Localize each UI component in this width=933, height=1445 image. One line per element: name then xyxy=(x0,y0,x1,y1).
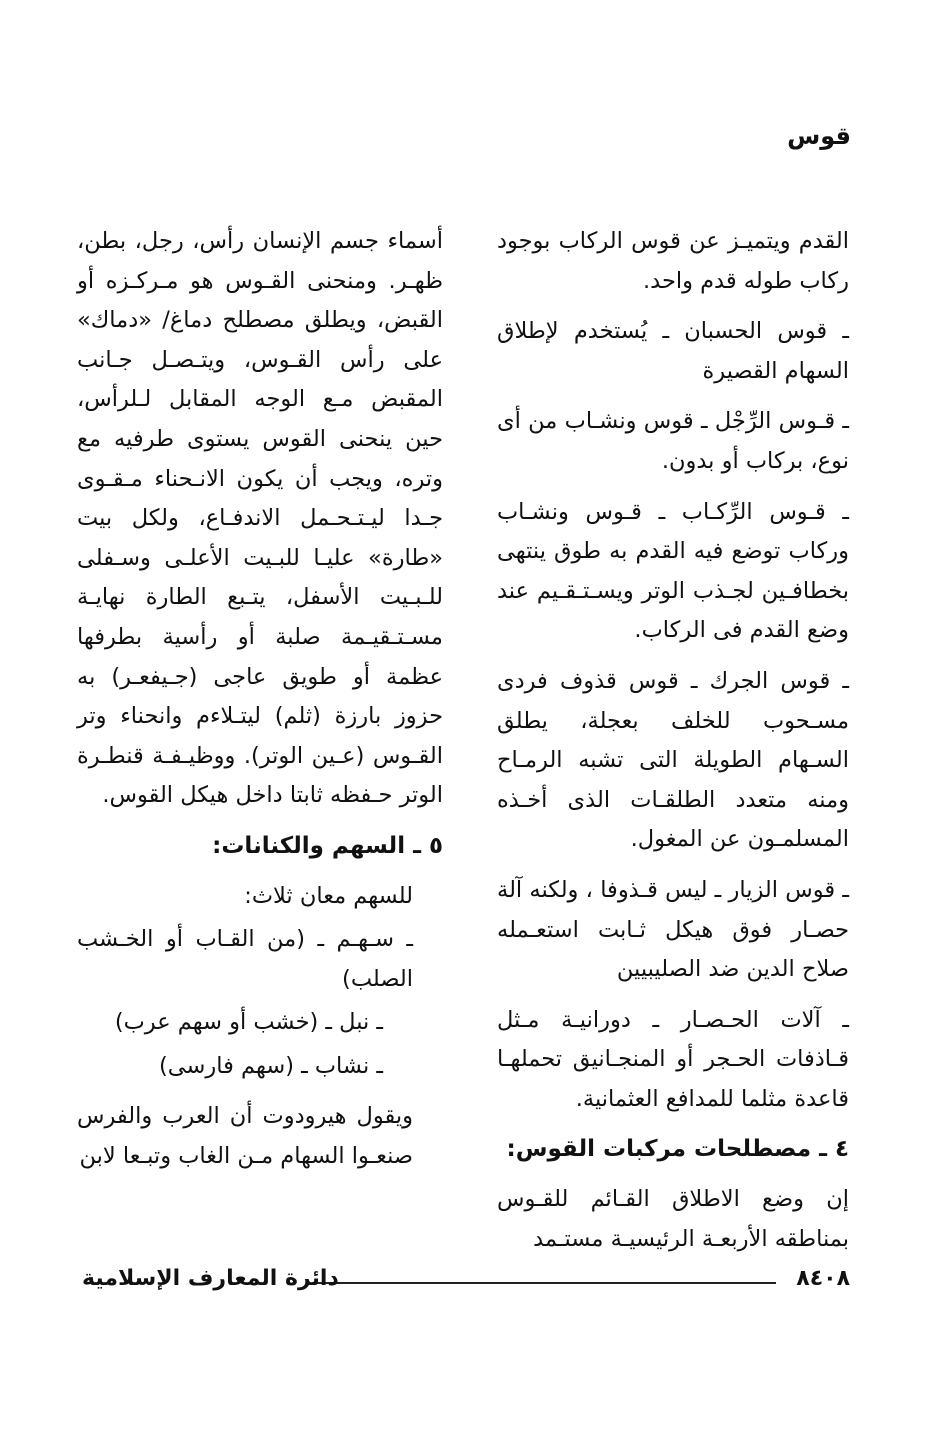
paragraph: القدم ويتميـز عن قوس الركاب بوجود ركاب طوله قدم واحد. xyxy=(497,228,849,294)
paragraph: إن وضع الاطلاق القـائم للقـوس بمناطقه الأربعـة الرئيسيـة مستـمد xyxy=(497,1186,849,1252)
paragraph: ـ آلات الحـصـار ـ دورانيـة مـثل قـاذفات الحـجر أو المنجـانيق تحملهـا قاعدة مثلما للمدافع العثمانية. xyxy=(497,1006,849,1112)
footer-rule xyxy=(312,1282,776,1284)
page-number: ٨٤٠٨ xyxy=(796,1266,850,1291)
left-column xyxy=(77,222,443,1188)
right-column xyxy=(497,222,849,1270)
paragraph: ـ سـهـم ـ (من القـاب أو الخـشب الصلب) xyxy=(77,926,413,992)
paragraph: ـ نشاب ـ (سهم فارسى) xyxy=(158,1052,383,1079)
paragraph: ـ قوس الزيار ـ ليس قـذوفا ، ولكنه آلة حصـار فوق هيكل ثـابت استعـمله صلاح الدين ضد الصليبيين xyxy=(497,876,849,983)
paragraph: ـ قـوس الرِّجْل ـ قوس ونشـاب من أى نوع، بركاب أو بدون. xyxy=(497,408,849,474)
paragraph: ـ قـوس الرِّكـاب ـ قـوس ونشـاب وركاب توضع فيه القدم به طوق ينتهى بخطافـين لجـذب الوتر ويسـتـقـيم عند وضع القدم فى الركاب. xyxy=(497,498,849,644)
section-heading: ٤ ـ مصطلحات مركبات القوس: xyxy=(506,1136,849,1163)
paragraph: ويقول هيرودوت أن العرب والفرس صنعـوا السهام مـن الغاب وتبـعا لابن xyxy=(77,1103,413,1170)
page-footer xyxy=(82,1266,850,1300)
paragraph: ـ قوس الحسبان ـ يُستخدم لإطلاق السهام القصيرة xyxy=(497,318,849,384)
running-header: قوس xyxy=(787,122,851,150)
publication-title: دائرة المعارف الإسلامية xyxy=(82,1266,339,1291)
paragraph: ـ قوس الجرك ـ قوس قذوف فردى مسـحوب للخلف بعجلة، يطلق السـهام الطويلة التى تشبه الرمـاح ومنه متعدد الطلقـات الذى أخـذه المسلمـون عن المغول. xyxy=(497,667,849,853)
paragraph: للسهم معان ثلاث: xyxy=(244,882,413,909)
paragraph: ـ نبل ـ (خشب أو سهم عرب) xyxy=(114,1009,383,1036)
paragraph: أسماء جسم الإنسان رأس، رجل، بطن، ظهـر. ومنحنى القـوس هو مـركـزه أو القبض، ويطلق مصطلح دماغ/ «دماك» على رأس القـوس، ويتـصـل جـانب المقبض مـع الوجه المقابل لـلرأس، حين ينحنى القوس يستوى طرفيه مع وتره، ويجب أن يكون الانـحناء مـقـوى جـدا ليـتـحـمل الاندفـاع، ولكل بيت «طارة» عليـا للبـيت الأعلـى وسـفلى للـبـيت الأسفل، يتـبع الطارة نهايـة مسـتـقيـمة صلبة أو رأسية بطرفها عظمة أو طويق عاجى (جـيفعـر) به حزوز بارزة (ثلم) ليتـلاءم وانحناء وتر القـوس (عـين الوتر). ووظيـفـة قنطـرة الوتر حـفظه ثابتا داخل هيكل القوس. xyxy=(77,228,443,809)
section-heading: ٥ ـ السهم والكنانات: xyxy=(212,832,443,859)
